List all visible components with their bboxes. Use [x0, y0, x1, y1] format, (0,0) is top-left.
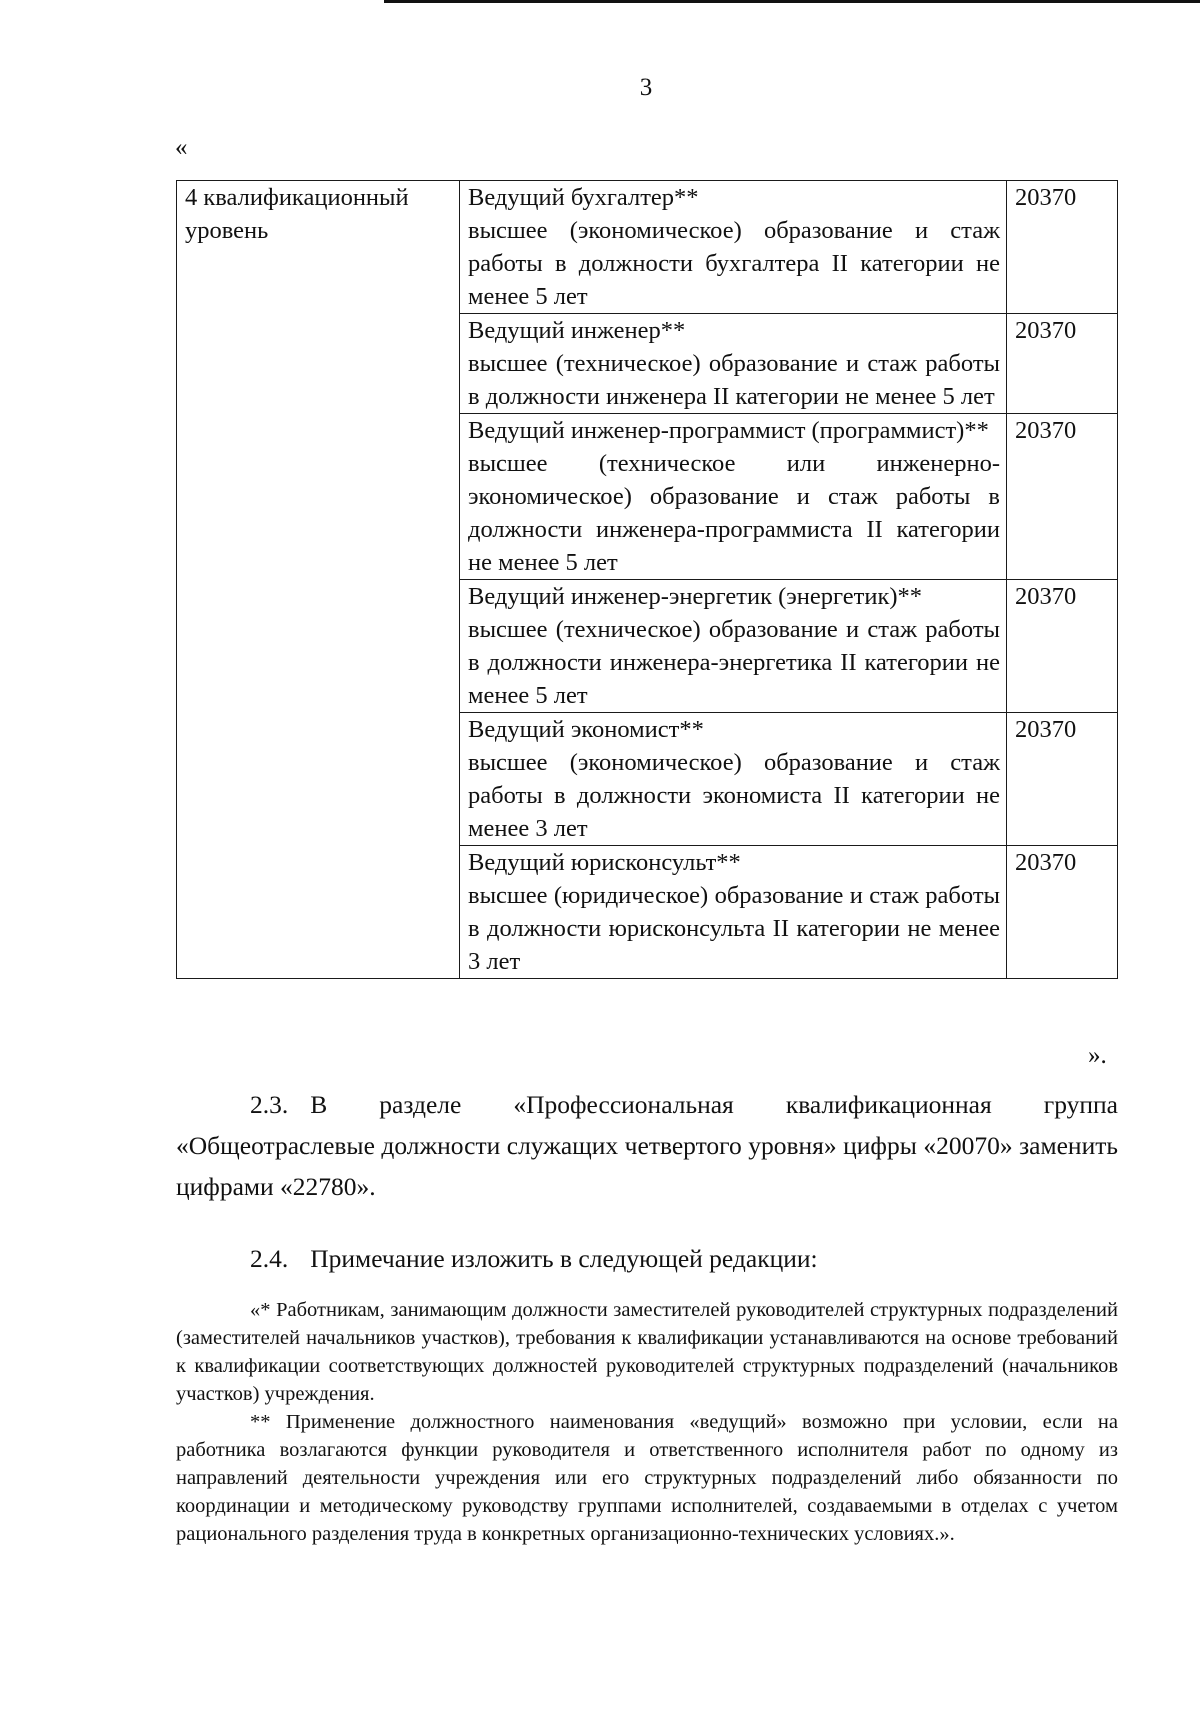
- salary-cell: 20370: [1007, 713, 1118, 846]
- paragraph-2-4-number: 2.4.: [250, 1244, 289, 1273]
- opening-quote-mark: «: [175, 134, 188, 161]
- position-description-cell: [460, 314, 1007, 414]
- position-requirements: высшее (юридическое) образование и стаж работы в должности юрисконсульта II категории не менее 3 лет: [468, 882, 1000, 975]
- notes-block: [176, 1296, 1118, 1548]
- paragraph-2-3-text: В разделе «Профессиональная квалификационная группа «Общеотраслевые должности служащих четвертого уровня» цифры «20070» заменить цифрами «22780».: [176, 1090, 1118, 1201]
- position-description-cell: [460, 580, 1007, 713]
- scan-top-edge-line: [384, 0, 1200, 3]
- paragraph-2-4-text: Примечание изложить в следующей редакции:: [310, 1244, 818, 1273]
- position-description-cell: [460, 713, 1007, 846]
- note-single-asterisk: «* Работникам, занимающим должности заместителей руководителей структурных подразделений (заместителей начальников участков), требования к квалификации устанавливаются на основе требований к квалификации соответствующих должностей руководителей структурных подразделений (начальников участков) учреждения.: [176, 1299, 1118, 1405]
- qualification-table: [176, 180, 1118, 979]
- salary-cell: 20370: [1007, 314, 1118, 414]
- paragraph-2-4: [176, 1238, 1118, 1279]
- note-double-asterisk: ** Применение должностного наименования «ведущий» возможно при условии, если на работника возлагаются функции руководителя и ответственного исполнителя работ по одному из направлений деятельности учреждения или его структурных подразделений либо обязанности по координации и методическому руководству группами исполнителей, создаваемыми в отделах с учетом рационального разделения труда в конкретных организационно-технических условиях.».: [176, 1411, 1118, 1545]
- closing-quote-mark: ».: [1088, 1042, 1107, 1069]
- position-requirements: высшее (техническое) образование и стаж работы в должности инженера II категории не менее 5 лет: [468, 350, 1000, 410]
- salary-cell: 20370: [1007, 580, 1118, 713]
- position-description-cell: [460, 846, 1007, 979]
- position-title: Ведущий экономист**: [468, 716, 704, 743]
- table-row: [177, 181, 1118, 314]
- salary-cell: 20370: [1007, 181, 1118, 314]
- salary-cell: 20370: [1007, 846, 1118, 979]
- position-title: Ведущий инженер-программист (программист)**: [468, 417, 989, 444]
- paragraph-2-3-number: 2.3.: [250, 1090, 289, 1119]
- qualification-table-body: [177, 181, 1118, 979]
- position-title: Ведущий инженер-энергетик (энергетик)**: [468, 583, 923, 610]
- position-description-cell: [460, 414, 1007, 580]
- position-title: Ведущий инженер**: [468, 317, 686, 344]
- page-number: 3: [639, 74, 653, 101]
- position-description-cell: [460, 181, 1007, 314]
- position-requirements: высшее (экономическое) образование и стаж работы в должности экономиста II категории не менее 3 лет: [468, 749, 1000, 842]
- salary-cell: 20370: [1007, 414, 1118, 580]
- position-title: Ведущий бухгалтер**: [468, 184, 699, 211]
- qualification-level-cell: 4 квалификационный уровень: [177, 181, 460, 979]
- position-requirements: высшее (техническое) образование и стаж работы в должности инженера-энергетика II категории не менее 5 лет: [468, 616, 1000, 709]
- position-requirements: высшее (техническое или инженерно-экономическое) образование и стаж работы в должности инженера-программиста II категории не менее 5 лет: [468, 450, 1000, 576]
- position-title: Ведущий юрисконсульт**: [468, 849, 741, 876]
- paragraph-2-3: [176, 1084, 1118, 1207]
- position-requirements: высшее (экономическое) образование и стаж работы в должности бухгалтера II категории не менее 5 лет: [468, 217, 1000, 310]
